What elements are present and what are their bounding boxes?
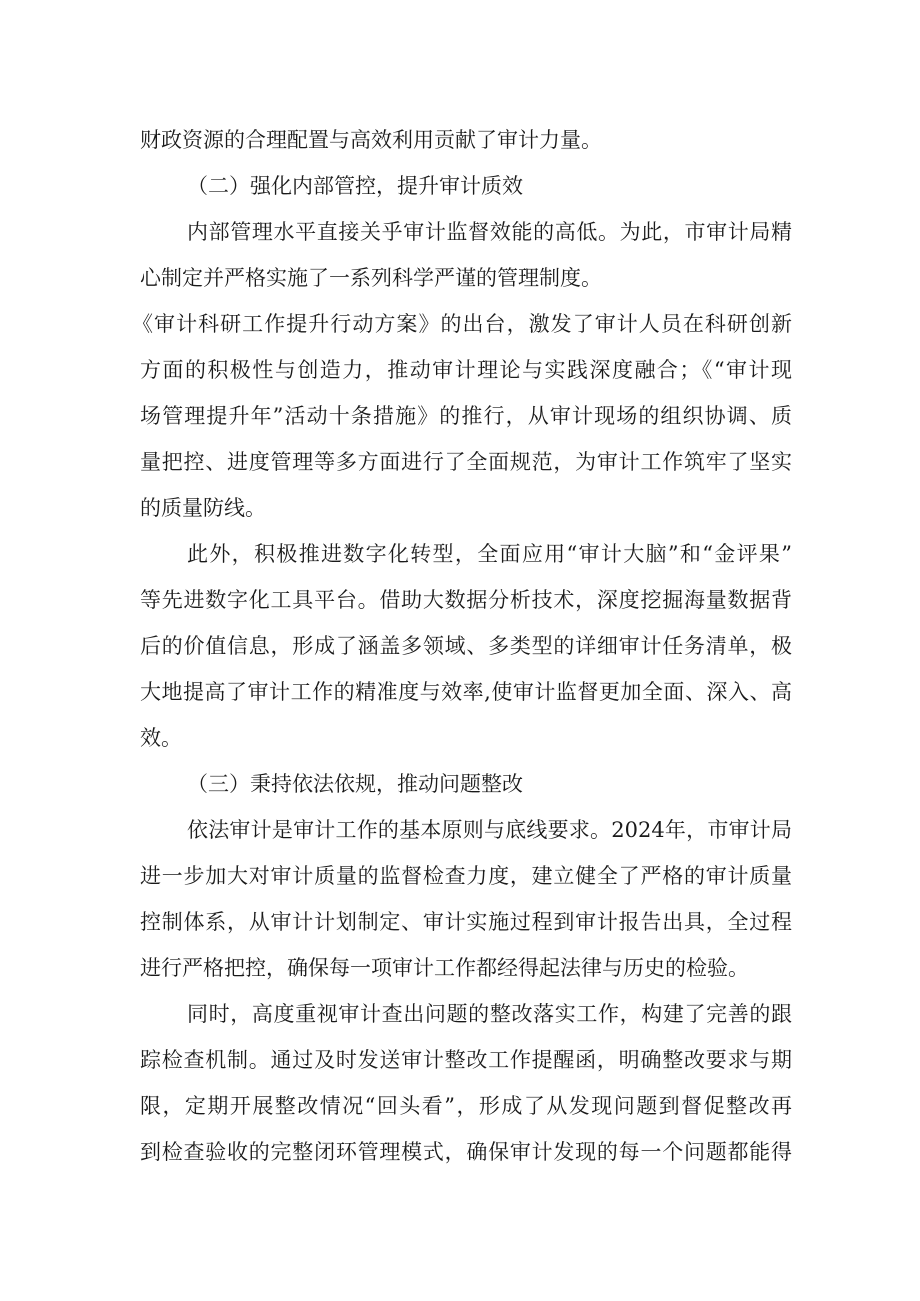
paragraph-line: 进一步加大对审计质量的监督检查力度，建立健全了严格的审计质量	[140, 864, 792, 888]
paragraph-line: 进行严格把控，确保每一项审计工作都经得起法律与历史的检验。	[140, 956, 749, 980]
paragraph-line: 同时，高度重视审计查出问题的整改落实工作，构建了完善的跟	[187, 1002, 792, 1026]
paragraph-line: 的质量防线。	[140, 496, 266, 520]
paragraph-line: 依法审计是审计工作的基本原则与底线要求。2024年，市审计局	[187, 818, 792, 842]
paragraph-line: 此外，积极推进数字化转型，全面应用“审计大脑”和“金评果”	[187, 542, 792, 566]
paragraph-line: 财政资源的合理配置与高效利用贡献了审计力量。	[140, 128, 602, 152]
paragraph-line: 《审计科研工作提升行动方案》的出台，激发了审计人员在科研创新	[132, 312, 792, 336]
section-heading-3: （三）秉持依法依规，推动问题整改	[187, 772, 523, 796]
paragraph-line: 效。	[140, 726, 182, 750]
paragraph-line: 限，定期开展整改情况“回头看”，形成了从发现问题到督促整改再	[140, 1094, 792, 1118]
paragraph-line: 后的价值信息，形成了涵盖多领域、多类型的详细审计任务清单，极	[140, 634, 792, 658]
paragraph-line: 控制体系，从审计计划制定、审计实施过程到审计报告出具，全过程	[140, 910, 792, 934]
paragraph-line: 大地提高了审计工作的精准度与效率,使审计监督更加全面、深入、高	[140, 680, 792, 704]
paragraph-line: 踪检查机制。通过及时发送审计整改工作提醒函，明确整改要求与期	[140, 1048, 792, 1072]
paragraph-line: 内部管理水平直接关乎审计监督效能的高低。为此，市审计局精	[187, 220, 792, 244]
section-heading-2: （二）强化内部管控，提升审计质效	[187, 174, 523, 198]
paragraph-line: 方面的积极性与创造力，推动审计理论与实践深度融合；《“审计现	[140, 358, 792, 382]
paragraph-line: 心制定并严格实施了一系列科学严谨的管理制度。	[140, 266, 602, 290]
paragraph-line: 量把控、进度管理等多方面进行了全面规范，为审计工作筑牢了坚实	[140, 450, 792, 474]
paragraph-line: 等先进数字化工具平台。借助大数据分析技术，深度挖掘海量数据背	[140, 588, 792, 612]
paragraph-line: 场管理提升年”活动十条措施》的推行，从审计现场的组织协调、质	[140, 404, 792, 428]
paragraph-line: 到检查验收的完整闭环管理模式，确保审计发现的每一个问题都能得	[140, 1140, 792, 1164]
